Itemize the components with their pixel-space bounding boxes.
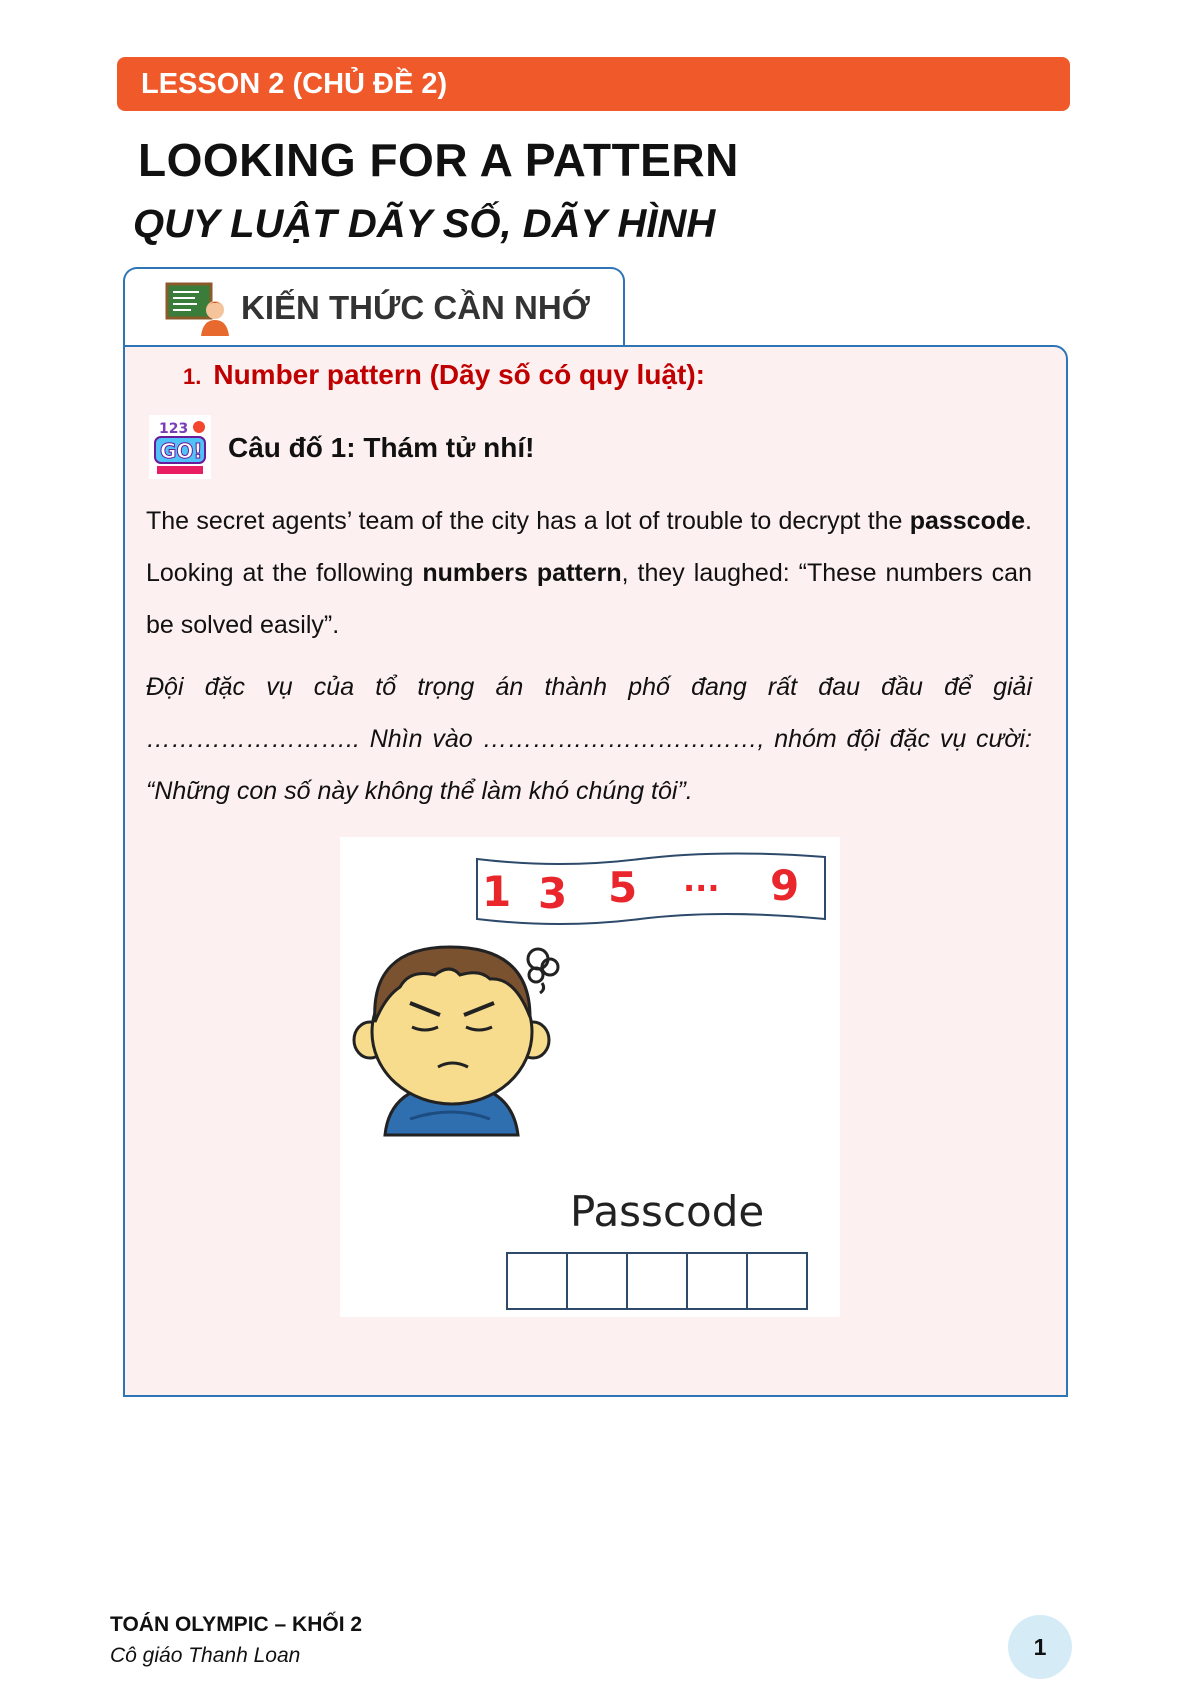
lesson-banner (117, 57, 1070, 111)
sequence-item: ... (683, 861, 720, 899)
sequence-item: 5 (608, 863, 638, 912)
paragraph-vi-line1: Đội đặc vụ của tổ trọng án thành phố đang rất đau đầu để giải …………………….. (146, 673, 1032, 753)
sequence-item: 9 (770, 861, 800, 910)
paragraph-vi-line2: Nhìn vào ……………………………, nhóm đội đặc vụ cười: “Những con số này không thể làm khó chúng tôi”. (146, 725, 1032, 805)
passcode-box (746, 1252, 808, 1310)
paragraph-vietnamese (146, 661, 1032, 817)
svg-text:GO!: GO! (160, 439, 203, 463)
sequence-item: 3 (538, 869, 568, 918)
section-heading-text: Number pattern (Dãy số có quy luật): (213, 359, 705, 390)
paragraph-en-part3: , they laughed: “These numbers can be solved easily”. (146, 559, 1032, 639)
footer-course: TOÁN OLYMPIC – KHỐI 2 (110, 1613, 363, 1636)
page-number: 1 (1008, 1615, 1072, 1679)
passcode-illustration (340, 837, 840, 1317)
paragraph-en-part2: . Looking at the following (146, 507, 1032, 587)
riddle-title: Câu đố 1: Thám tử nhí! (228, 432, 535, 463)
page-subtitle: QUY LUẬT DÃY SỐ, DÃY HÌNH (133, 202, 716, 246)
teacher-blackboard-icon (165, 282, 231, 336)
passcode-label: Passcode (570, 1187, 765, 1236)
knowledge-tab (123, 267, 625, 349)
lesson-label: LESSON 2 (CHỦ ĐỀ 2) (141, 68, 448, 100)
passcode-box (626, 1252, 688, 1310)
content-box (123, 345, 1068, 1397)
page-title: LOOKING FOR A PATTERN (138, 134, 739, 186)
passcode-box (566, 1252, 628, 1310)
passcode-box (506, 1252, 568, 1310)
footer-teacher: Cô giáo Thanh Loan (110, 1644, 301, 1667)
illustration-drawing (340, 837, 840, 1317)
paragraph-en-part1: The secret agents’ team of the city has a lot of trouble to decrypt the (146, 507, 910, 535)
paragraph-english (146, 495, 1032, 651)
sequence-item: 1 (482, 867, 512, 916)
paragraph-en-bold2: numbers pattern (422, 559, 622, 587)
svg-text:123: 123 (159, 421, 189, 437)
passcode-boxes (508, 1252, 808, 1310)
confused-thought-icon (528, 949, 558, 993)
123-go-icon (149, 415, 211, 479)
paragraph-en-bold1: passcode (909, 507, 1026, 535)
section-heading (183, 359, 705, 391)
section-number: 1. (183, 364, 202, 389)
passcode-box (686, 1252, 748, 1310)
knowledge-tab-label: KIẾN THỨC CẦN NHỚ (241, 289, 590, 326)
